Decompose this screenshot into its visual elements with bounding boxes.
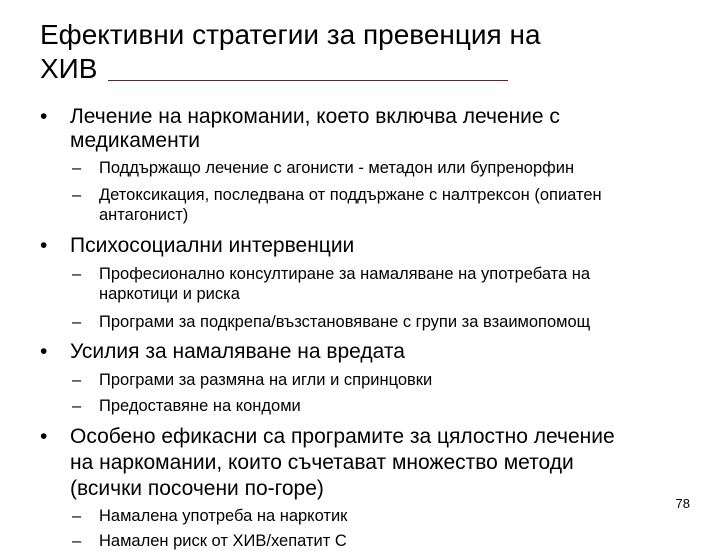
bullet-text-line: Лечение на наркомании, което включва лечение с (70, 105, 560, 128)
sub-bullet-text-line: Предоставяне на кондоми (99, 397, 301, 415)
sub-bullet-text-line: Програми за размяна на игли и спринцовки (99, 371, 433, 389)
sub-bullet-text-line: Поддържащо лечение с агонисти - метадон или бупренорфин (99, 159, 575, 177)
sub-bullet-text-line: Програми за подкрепа/възстановяване с групи за взаимопомощ (99, 313, 591, 331)
sub-bullet-text-line: наркотици и риска (99, 285, 240, 303)
title-underline-divider (108, 80, 508, 81)
slide-title-line-1: Ефективни стратегии за превенция на (40, 19, 541, 50)
bullet-text-line: медикаменти (70, 129, 201, 152)
sub-bullet-marker: – (72, 397, 82, 415)
sub-bullet-text-line: антагонист) (99, 206, 189, 224)
sub-bullet-text-line: Детоксикация, последвана от поддържане с налтрексон (опиатен (99, 186, 602, 204)
bullet-text-line: на наркомании, които съчетават множество методи (70, 451, 574, 474)
bullet-text-line: Усилия за намаляване на вредата (70, 340, 405, 363)
sub-bullet-marker: – (72, 532, 82, 550)
bullet-text-line: Психосоциални интервенции (70, 234, 355, 257)
slide-title (40, 18, 700, 86)
bullet-marker: • (40, 105, 48, 128)
bullet-marker: • (40, 425, 48, 448)
bullet-text-line: (всички посочени по-горе) (70, 477, 324, 500)
sub-bullet-marker: – (72, 507, 82, 525)
bullet-marker: • (40, 234, 48, 257)
sub-bullet-text-line: Намалена употреба на наркотик (99, 507, 348, 525)
sub-bullet-marker: – (72, 371, 82, 389)
sub-bullet-marker: – (72, 159, 82, 177)
slide-title-line-2: ХИВ (40, 53, 98, 84)
bullet-text-line: Особено ефикасни са програмите за цялостно лечение (70, 425, 615, 448)
page-number: 78 (675, 496, 690, 511)
sub-bullet-text-line: Намален риск от ХИВ/хепатит С (99, 532, 347, 550)
sub-bullet-text-line: Професионално консултиране за намаляване на употребата на (99, 265, 591, 283)
bullet-marker: • (40, 340, 48, 363)
sub-bullet-marker: – (72, 313, 82, 331)
sub-bullet-marker: – (72, 265, 82, 283)
sub-bullet-marker: – (72, 186, 82, 204)
